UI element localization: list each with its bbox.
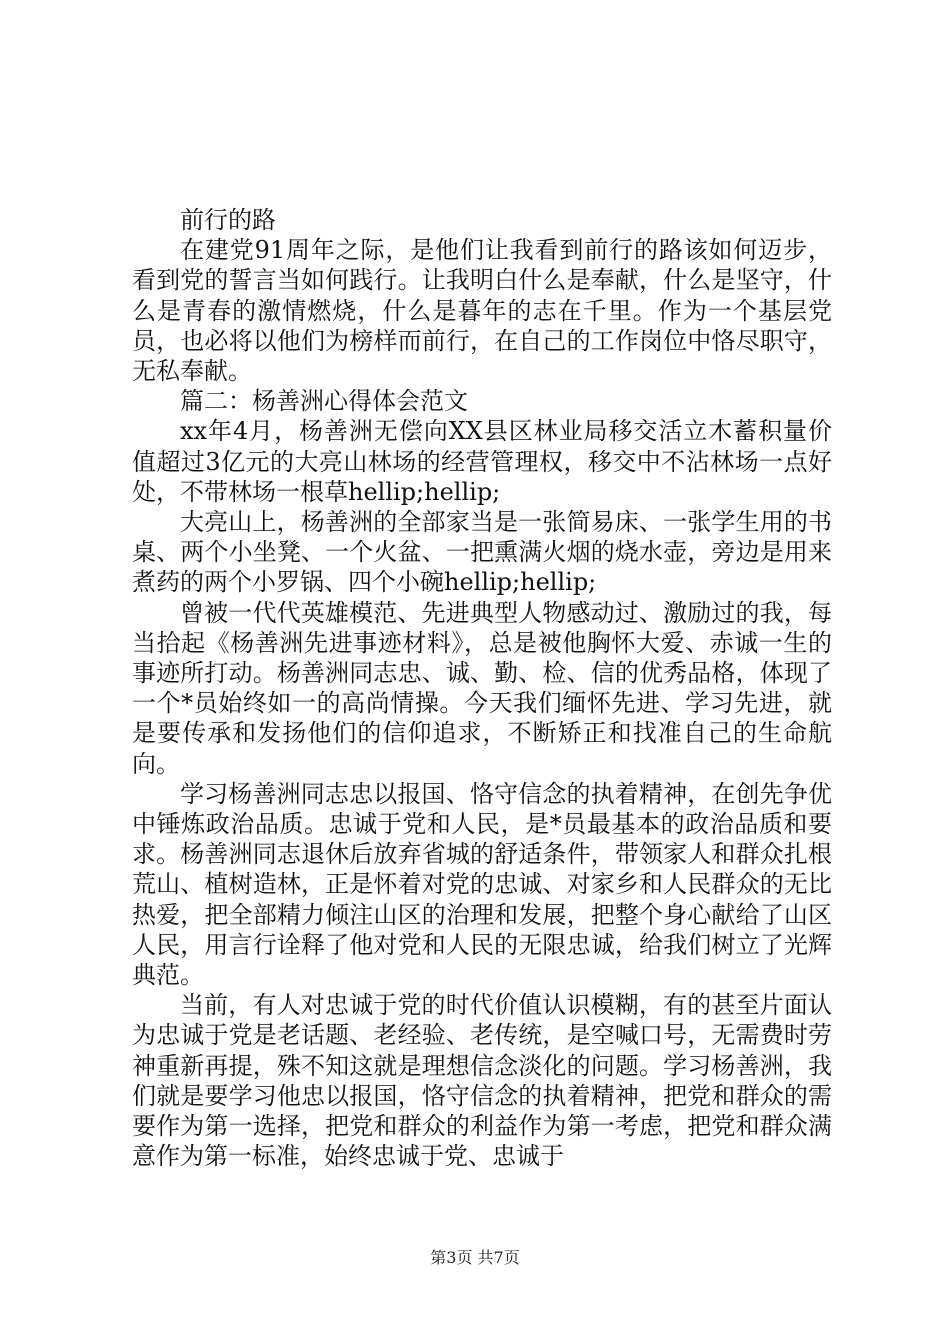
paragraph-text: 曾被一代代英雄模范、先进典型人物感动过、激励过的我，每当拾起《杨善洲先进事迹材料》，总是被他胸怀大爱、赤诚一生的事迹所打动。杨善洲同志忠、诚、勤、检、信的优秀品格，体现了一个*员始终如一的高尚情操。今天我们缅怀先进、学习先进，就是要传承和发扬他们的信仰追求，不断矫正和找准自己的生命航向。 [132, 598, 832, 778]
section-heading: 篇二：杨善洲心得体会范文 [180, 387, 468, 416]
paragraph-text: 大亮山上，杨善洲的全部家当是一张简易床、一张学生用的书桌、两个小坐凳、一个火盆、一把熏满火烟的烧水壶，旁边是用来煮药的两个小罗锅、四个小碗hellip;hellip; [132, 508, 832, 597]
paragraph-text: 当前，有人对忠诚于党的时代价值认识模糊，有的甚至片面认为忠诚于党是老话题、老经验、老传统，是空喊口号，无需费时劳神重新再提，殊不知这就是理想信念淡化的问题。学习杨善洲，我们就是要学习他忠以报国，恪守信念的执着精神，把党和群众的需要作为第一选择，把党和群众的利益作为第一考虑，把党和群众满意作为第一标准，始终忠诚于党、忠诚于 [132, 991, 832, 1171]
paragraph-text: 学习杨善洲同志忠以报国、恪守信念的执着精神，在创先争优中锤炼政治品质。忠诚于党和人民，是*员最基本的政治品质和要求。杨善洲同志退休后放弃省城的舒适条件，带领家人和群众扎根荒山、植树造林，正是怀着对党的忠诚、对家乡和人民群众的无比热爱，把全部精力倾注山区的治理和发展，把整个身心献给了山区人民，用言行诠释了他对党和人民的无限忠诚，给我们树立了光辉典范。 [132, 779, 832, 990]
page-number: 第3页 共7页 [430, 1248, 520, 1267]
paragraph-heading-qianxing: 前行的路 [180, 206, 276, 234]
paragraph-text: 在建党91周年之际，是他们让我看到前行的路该如何迈步，看到党的誓言当如何践行。让我明白什么是奉献，什么是坚守，什么是青春的激情燃烧，什么是暮年的志在千里。作为一个基层党员，也必将以他们为榜样而前行，在自己的工作岗位中恪尽职守，无私奉献。 [132, 236, 832, 386]
paragraph-text: xx年4月，杨善洲无偿向XX县区林业局移交活立木蓄积量价值超过3亿元的大亮山林场的经营管理权，移交中不沾林场一点好处，不带林场一根草hellip;hellip; [132, 417, 832, 506]
document-body [132, 205, 832, 1172]
